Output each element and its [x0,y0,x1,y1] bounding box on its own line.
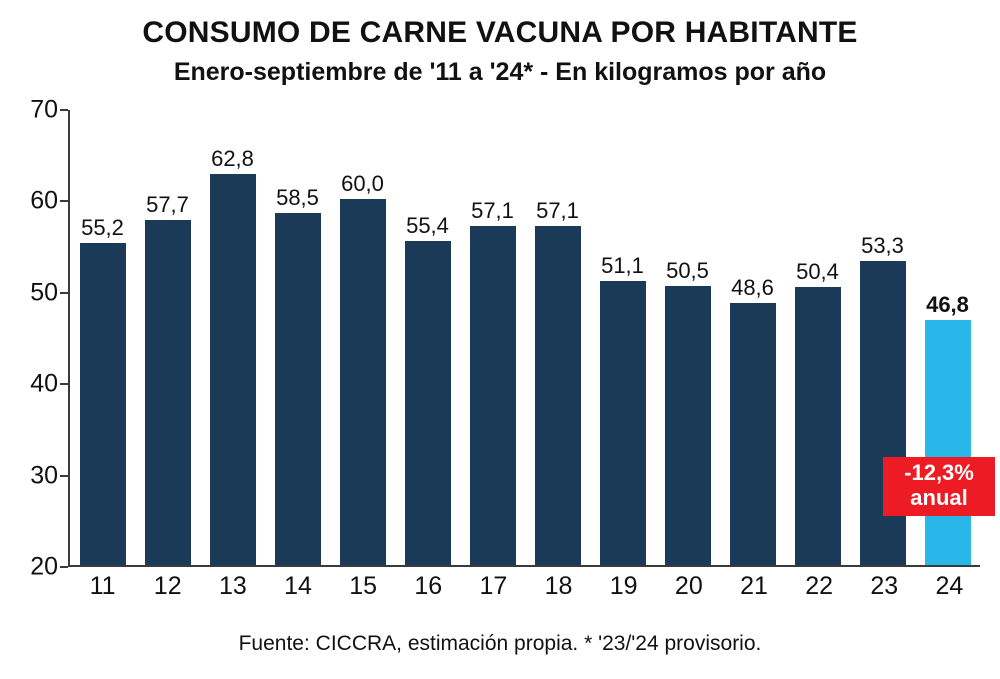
y-tick-label: 40 [30,369,58,398]
chart-source-note: Fuente: CICCRA, estimación propia. * '23/'24 provisorio. [238,632,762,655]
y-tick-mark [60,292,68,294]
chart-subtitle: Enero-septiembre de '11 a '24* - En kilogramos por año [173,58,827,86]
bar-slot [330,110,395,565]
bar-slot [265,110,330,565]
bar[interactable] [405,241,451,565]
bar-value-label: 55,2 [81,215,124,240]
bar[interactable] [600,281,646,565]
bar-value-label: 62,8 [211,146,254,171]
y-tick-label: 20 [30,552,58,581]
bar-slot [525,110,590,565]
bar-value-label: 58,5 [276,185,319,210]
bar-slot [200,110,265,565]
x-tick-label: 18 [544,572,573,600]
bar-slot [720,110,785,565]
chart-title: CONSUMO DE CARNE VACUNA POR HABITANTE [142,16,858,49]
x-tick-label: 22 [805,572,834,600]
bar-value-label: 60,0 [341,171,384,196]
x-axis-line [68,565,980,567]
x-tick-label: 24 [935,572,964,600]
x-tick-label: 21 [740,572,768,600]
bar-value-label: 50,4 [796,259,839,284]
bar-value-label: 50,5 [666,258,709,283]
bar-slot [135,110,200,565]
y-tick-mark [60,383,68,385]
annual-variation-value: -12,3% [904,460,974,485]
y-tick-mark [60,109,68,111]
y-tick-label: 50 [30,278,58,307]
bar-slot [395,110,460,565]
bar[interactable] [860,261,906,565]
x-tick-label: 20 [674,572,703,600]
bar-value-label: 53,3 [861,233,904,258]
bar-slot [70,110,135,565]
bar[interactable] [730,303,776,565]
bar[interactable] [795,287,841,565]
x-tick-label: 11 [89,572,116,600]
y-tick-label: 60 [30,186,58,215]
x-tick-label: 17 [479,572,508,600]
bar-value-label: 57,7 [146,192,189,217]
bar-value-label: 55,4 [406,213,449,238]
x-tick-label: 13 [218,572,247,600]
y-tick-mark [60,566,68,568]
bar[interactable] [535,226,581,565]
bar-group [70,110,980,565]
bar-value-label: 46,8 [926,292,969,317]
x-axis-labels [70,572,982,601]
bar-value-label: 48,6 [731,275,774,300]
y-tick-mark [60,475,68,477]
y-tick-label: 30 [30,461,58,490]
x-tick-label: 23 [870,572,899,600]
annual-variation-period: anual [910,484,968,510]
bar-value-label: 57,1 [471,198,514,223]
bar[interactable] [275,213,321,565]
bar-highlight[interactable] [925,320,971,565]
bar[interactable] [470,226,516,565]
x-tick-label: 16 [414,572,443,600]
bar[interactable] [145,220,191,565]
bar[interactable] [340,199,386,565]
annual-variation-badge [883,457,995,516]
bar-value-label: 57,1 [536,198,579,223]
y-tick-mark [60,200,68,202]
plot-area [30,95,980,581]
x-tick-label: 14 [284,572,312,600]
y-tick-label: 70 [30,95,58,124]
x-tick-label: 12 [153,572,182,600]
bar[interactable] [210,174,256,565]
bar-slot [785,110,850,565]
x-tick-label: 19 [609,572,638,600]
bar[interactable] [80,243,126,565]
x-tick-label: 15 [349,572,378,600]
bar-slot [460,110,525,565]
bar-slot [655,110,720,565]
bar-value-label: 51,1 [601,253,644,278]
bar-slot [590,110,655,565]
bar[interactable] [665,286,711,565]
